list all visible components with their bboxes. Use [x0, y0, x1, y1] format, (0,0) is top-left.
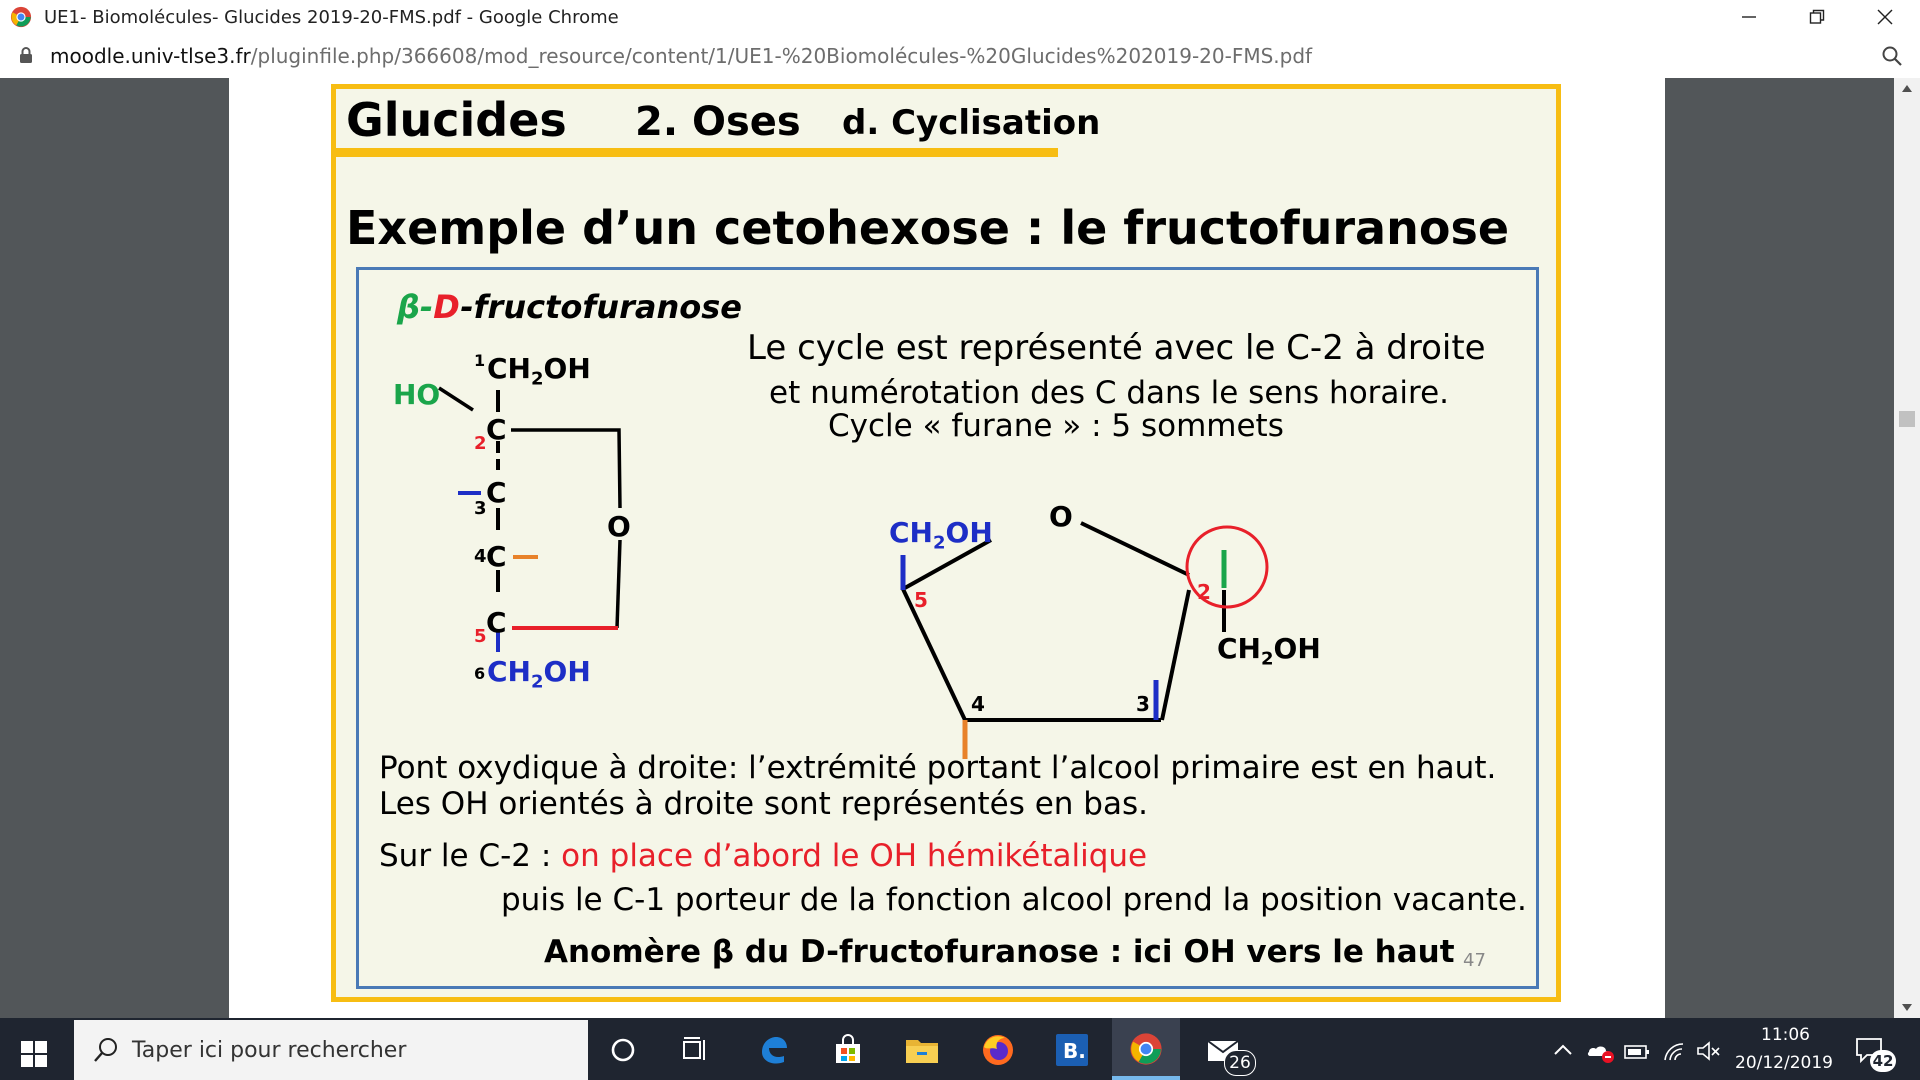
fischer-num4: 4 [474, 546, 487, 567]
volume-icon[interactable] [1696, 1040, 1722, 1062]
firefox-button[interactable] [976, 1028, 1020, 1072]
desc-line-2: et numérotation des C dans le sens horaire. [769, 375, 1450, 411]
windows-icon[interactable] [20, 1040, 48, 1068]
slide-header-title: Glucides [346, 93, 567, 147]
b-app-button[interactable] [1050, 1028, 1094, 1072]
address-bar[interactable] [0, 34, 1920, 79]
fischer-ch2oh-top-sub: 2 [530, 368, 544, 390]
chrome-icon [10, 6, 32, 28]
para2-line1 [379, 838, 1147, 874]
fischer-ch2oh-bottom-sub: 2 [530, 671, 544, 693]
desc-line-3: Cycle « furane » : 5 sommets [828, 408, 1284, 444]
b-app-icon [1055, 1033, 1089, 1067]
store-icon [832, 1034, 864, 1066]
haworth-num4: 4 [971, 692, 985, 716]
mail-badge: 26 [1224, 1050, 1256, 1076]
fischer-num5: 5 [474, 626, 487, 647]
fischer-num3: 3 [474, 498, 487, 519]
haworth-ch2oh-right-oh: OH [1273, 632, 1321, 665]
slide-header-section: 2. Oses [635, 99, 801, 145]
fischer-c5: C [486, 606, 507, 639]
ring-bond-o-c2 [1081, 523, 1189, 575]
para2-red: on place d’abord le OH hémikétalique [561, 838, 1148, 874]
conclusion: Anomère β du D-fructofuranose : ici OH vers le haut [544, 934, 1455, 970]
haworth-num2: 2 [1197, 580, 1211, 604]
url-text[interactable] [50, 44, 1312, 68]
ring-bond-c2-c3 [1162, 590, 1189, 720]
haworth-ch2oh-right-sub: 2 [1260, 648, 1274, 670]
firefox-icon [981, 1033, 1015, 1067]
fischer-ch2oh-top-oh: OH [543, 352, 591, 385]
slide-main-title: Exemple d’un cetohexose : le fructofuranose [346, 201, 1510, 255]
file-explorer-button[interactable] [900, 1028, 944, 1072]
fischer-c4: C [486, 540, 507, 573]
close-icon [1877, 9, 1893, 25]
fischer-ch2oh-top-ch: CH [487, 352, 531, 385]
fischer-ch2oh-bottom-ch: CH [487, 655, 531, 688]
taskbar-search[interactable] [74, 1020, 588, 1080]
haworth-ch2oh-left-ch: CH [889, 516, 933, 549]
onedrive-icon[interactable] [1586, 1040, 1616, 1064]
fischer-num1: 1 [474, 351, 486, 370]
task-view-icon [680, 1036, 710, 1064]
content-box [356, 267, 1539, 989]
para1-line1: Pont oxydique à droite: l’extrémité portant l’alcool primaire est en haut. [379, 750, 1497, 786]
fischer-num6: 6 [474, 664, 486, 683]
name-rest: -fructofuranose [460, 288, 742, 326]
url-host: moodle.univ-tlse3.fr [50, 44, 251, 68]
para1-line2: Les OH orientés à droite sont représentés en bas. [379, 786, 1148, 822]
name-dash: - [419, 288, 434, 326]
zoom-icon[interactable] [1880, 44, 1904, 68]
battery-icon[interactable] [1624, 1044, 1650, 1060]
fischer-c3: C [486, 476, 507, 509]
name-d: D [433, 288, 461, 326]
haworth-ch2oh-right [1217, 632, 1321, 670]
edge-button[interactable] [752, 1028, 796, 1072]
name-beta: β [397, 288, 420, 326]
haworth-num5: 5 [914, 588, 928, 612]
browser-title-bar [0, 0, 1920, 34]
svg-text:B.: B. [1063, 1039, 1086, 1063]
cortana-button[interactable] [601, 1028, 645, 1072]
window-title: UE1- Biomolécules- Glucides 2019-20-FMS.pdf - Google Chrome [44, 7, 619, 28]
desc-line-1: Le cycle est représenté avec le C-2 à droite [747, 328, 1486, 368]
scrollbar[interactable] [1894, 78, 1920, 1018]
para2-line2: puis le C-1 porteur de la fonction alcool prend la position vacante. [501, 882, 1527, 918]
ring-bond-c4-c5 [903, 589, 965, 720]
cortana-icon [609, 1036, 637, 1064]
edge-icon [758, 1034, 790, 1066]
para2-prefix: Sur le C-2 : [379, 838, 562, 874]
chrome-icon [1129, 1032, 1163, 1066]
search-icon [92, 1036, 120, 1064]
scroll-down-icon[interactable] [1901, 1002, 1913, 1012]
chrome-taskbar-button[interactable] [1112, 1018, 1180, 1080]
scrollbar-thumb[interactable] [1899, 411, 1915, 427]
scroll-up-icon[interactable] [1901, 84, 1913, 94]
clock-date[interactable]: 20/12/2019 [1735, 1053, 1833, 1073]
haworth-ch2oh-left-oh: OH [945, 516, 993, 549]
clock-time[interactable]: 11:06 [1761, 1025, 1810, 1045]
haworth-o: O [1049, 500, 1073, 533]
fischer-num2: 2 [474, 433, 487, 454]
haworth-ch2oh-left-sub: 2 [932, 532, 946, 554]
haworth-ch2oh-left [889, 516, 993, 554]
header-underline [336, 148, 1058, 157]
task-view-button[interactable] [673, 1028, 717, 1072]
file-explorer-icon [905, 1035, 939, 1065]
haworth-num3: 3 [1136, 692, 1150, 716]
fischer-o: O [607, 510, 631, 543]
restore-button[interactable] [1788, 0, 1846, 34]
minimize-icon [1741, 9, 1757, 25]
page-number: 47 [1463, 950, 1486, 971]
close-button[interactable] [1856, 0, 1914, 34]
chevron-up-icon[interactable] [1553, 1042, 1573, 1058]
lock-icon [18, 46, 34, 64]
search-placeholder: Taper ici pour rechercher [132, 1038, 407, 1063]
fischer-ch2oh-bottom-oh: OH [543, 655, 591, 688]
wifi-icon[interactable] [1662, 1040, 1688, 1062]
minimize-button[interactable] [1720, 0, 1778, 34]
store-button[interactable] [826, 1028, 870, 1072]
restore-icon [1809, 9, 1825, 25]
notification-badge: 42 [1870, 1050, 1896, 1072]
url-path: /pluginfile.php/366608/mod_resource/content/1/UE1-%20Biomolécules-%20Glucides%202019-20-FMS.pdf [250, 44, 1313, 68]
haworth-ch2oh-right-ch: CH [1217, 632, 1261, 665]
slide-header-subsection: d. Cyclisation [842, 103, 1101, 143]
active-app-indicator [1112, 1076, 1180, 1080]
slide [331, 84, 1561, 1002]
fischer-c2: C [486, 413, 507, 446]
fischer-ho: HO [393, 378, 441, 411]
